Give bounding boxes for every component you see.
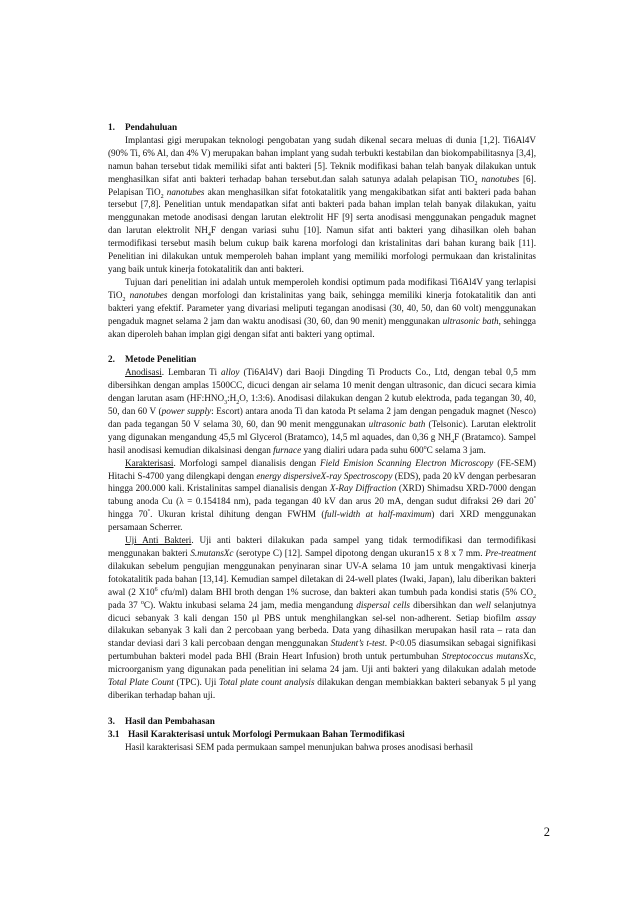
- paragraph-anodisasi: Anodisasi. Lembaran Ti alloy (Ti6Al4V) dari Baoji Dingding Ti Products Co., Ltd, dengan tebal 0,5 mm dibersihkan dengan amplas 1500CC, dicuci dengan air selama 10 menit dengan ultrasonic, dan dicuci secara kimia dengan larutan asam ($HF:HNO_3:H_2O$, 1:3:6). Anodisasi dilakukan dengan 2 kutub elektroda, pada tegangan 30, 40, 50, dan 60 V (power supply: Escort) antara anoda Ti dan katoda Pt selama 2 jam dengan pengaduk magnet (Nesco) dan pada tegangan 50 V selama 30, 60, dan 90 menit menggunakan ultrasonic bath (Telsonic). Larutan elektrolit yang digunakan mengandung 45,5 ml Glycerol (Bratamco), 14,5 ml aquades, dan 0,36 g $NH_4F$ (Bratamco). Sampel hasil anodisasi kemudian dikalsinasi dengan furnace yang dialiri udara pada suhu 600$^o$C selama 3 jam.: [108, 367, 536, 455]
- paragraph: Hasil karakterisasi SEM pada permukaan sampel menunjukan bahwa proses anodisasi berhasil: [125, 741, 474, 752]
- page-number: 2: [543, 825, 550, 839]
- section-heading: 2. Metode Penelitian: [108, 354, 197, 365]
- paper-page: [108, 121, 536, 754]
- paragraph: Tujuan dari penelitian ini adalah untuk memperoleh kondisi optimum pada modifikasi Ti6Al4V yang terlapisi TiO$_2$ nanotubes dengan morfologi dan kristalinitas yang baik, sehingga memiliki kinerja fotokatalitik dan anti bakteri yang efektif. Parameter yang divariasi meliputi tegangan anodisasi (30, 40, 50, dan 60 volt) menggunakan pengaduk magnet selama 2 jam dan waktu anodisasi (30, 60, dan 90 menit) menggunakan ultrasonic bath, sehingga akan diperoleh bahan implan gigi dengan sifat anti bakteri yang optimal.: [108, 276, 537, 339]
- paragraph-karakterisasi: Karakterisasi. Morfologi sampel dianalisis dengan Field Emision Scanning Electron Microscopy (FE-SEM) Hitachi S-4700 yang dilengkapi dengan energy dispersiveX-ray Spectroscopy (EDS), pada 20 kV dengan perbesaran hingga 200.000 kali. Kristalinitas sampel dianalisis dengan X-Ray Diffraction (XRD) Shimadsu XRD-7000 dengan tabung anoda Cu (λ = 0.154184 nm), pada tegangan 40 kV dan arus 20 mA, dengan sudut difraksi 2Θ dari 20° hingga 70°. Ukuran kristal dihitung dengan FWHM (full-width at half-maximum) dari XRD menggunakan persamaan Scherrer.: [108, 457, 537, 533]
- section-title: Hasil dan Pembahasan: [125, 715, 215, 726]
- paragraph-uji-anti-bakteri: Uji Anti Bakteri. Uji anti bakteri dilakukan pada sampel yang tidak termodifikasi dan termodifikasi menggunakan bakteri S.mutansXc (serotype C) [12]. Sampel dipotong dengan ukuran15 x 8 x 7 mm. Pre-treatment dilakukan sebelum pengujian menggunakan penyinaran sinar UV-A selama 10 jam untuk mengaktivasi kinerja fotokatalitik pada bahan [13,14]. Kemudian sampel diletakan di 24-well plates (Iwaki, Japan), lalu diberikan bakteri awal (2 $X10^6$ cfu/ml) dalam BHI broth dengan 1% sucrose, dan bakteri akan tumbuh pada kondisi statis (5% $CO_2$ pada 37 $^o$C). Waktu inkubasi selama 24 jam, media mengandung dispersal cells dibersihkan dan well selanjutnya dicuci sebanyak 3 kali dengan 150 μl PBS untuk menghilangkan sel-sel non-adherent. Setiap biofilm assay dilakukan sebanyak 3 kali dan 2 percobaan yang berbeda. Data yang dihasilkan merupakan hasil rata – rata dan standar deviasi dari 3 kali percobaan dengan menggunakan Student’s t-test. P<0.05 diasumsikan sebagai signifikasi pertumbuhan bakteri model pada BHI (Brain Heart Infusion) broth untuk pertumbuhan Streptococcus mutansXc, microorganism yang digunakan pada penelitian ini selama 24 jam. Uji anti bakteri yang dilakukan adalah metode Total Plate Count (TPC). Uji Total plate count analysis dilakukan dengan membiakkan bakteri sebanyak 5 μl yang diberikan terhadap bahan uji.: [108, 535, 537, 700]
- section-title: Pendahuluan: [125, 122, 178, 132]
- section-title: Metode Penelitian: [125, 354, 197, 365]
- subsection-title: Hasil Karakterisasi untuk Morfologi Permukaan Bahan Termodifikasi: [128, 728, 405, 739]
- section-heading: 3. Hasil dan Pembahasan: [108, 715, 215, 726]
- section-heading: 1. Pendahuluan: [108, 122, 178, 132]
- paragraph: Implantasi gigi merupakan teknologi pengobatan yang sudah dikenal secara meluas di dunia [1,2]. Ti6Al4V (90% Ti, 6% Al, dan 4% V) merupakan bahan implant yang sudah terbukti kestabilan dan biokompabilitasnya [3,4], namun bahan tersebut tidak memiliki sifat anti bakteri [5]. Teknik modifikasi bahan telah banyak dilakukan untuk menghasilkan sifat anti bakteri terhadap bahan tersebut.dan salah satunya adalah pelapisan TiO$_2$ nanotubes [6]. Pelapisan TiO$_2$ nanotubes akan menghasilkan sifat fotokatalitik yang mengakibatkan sifat anti bakteri pada bahan tersebut [7,8]. Penelitian untuk mendapatkan sifat anti bakteri pada bahan implan telah banyak dilakukan, yaitu menggunakan metode anodisasi dengan larutan elektrolit HF [9] serta anodisasi menggunakan pengaduk magnet dan larutan elektrolit $NH_4F$ dengan variasi suhu [10]. Namun sifat anti bakteri yang dihasilkan oleh bahan termodifikasi tersebut masih belum cukup baik karena morfologi dan kristalinitas dari bahan kurang baik [11]. Penelitian ini dilakukan untuk memperoleh bahan implant yang memiliki morfologi permukaan dan kristalinitas yang baik untuk kinerja fotokatalitik dan anti bakteri.: [108, 134, 537, 274]
- subsection-heading: 3.1 Hasil Karakterisasi untuk Morfologi Permukaan Bahan Termodifikasi: [108, 728, 405, 739]
